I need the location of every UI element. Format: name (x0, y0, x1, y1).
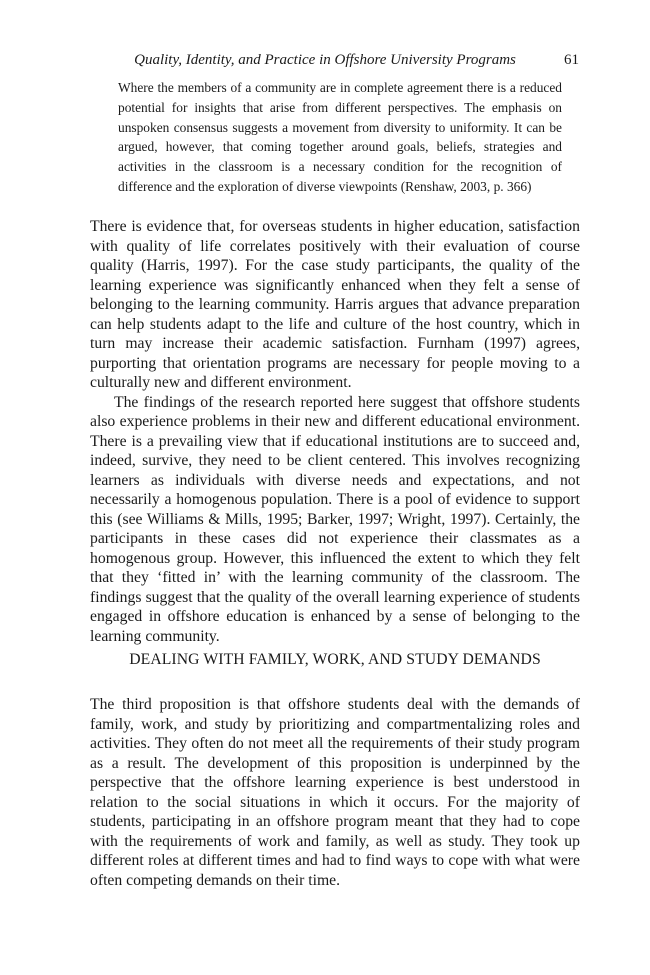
body-section-2 (90, 695, 580, 890)
section-heading: DEALING WITH FAMILY, WORK, AND STUDY DEMANDS (129, 651, 541, 668)
body-paragraph: The third proposition is that offshore students deal with the demands of family, work, and study by prioritizing and compartmentalizing roles and activities. They often do not meet all the requirements of their study program as a result. The development of this proposition is underpinned by the perspective that the offshore learning experience is best understood in relation to the social situations in which it occurs. For the majority of students, participating in an offshore program meant that they had to cope with the requirements of work and family, as well as study. They took up different roles at different times and had to find ways to cope with what were often competing demands on their time. (90, 696, 580, 889)
page-number: 61 (564, 52, 579, 68)
body-paragraph: There is evidence that, for overseas students in higher education, satisfaction with quality of life correlates positively with their evaluation of course quality (Harris, 1997). For the case study participants, the quality of the learning experience was significantly enhanced when they felt a sense of belonging to the learning community. Harris argues that advance preparation can help students adapt to the life and culture of the host country, which in turn may increase their academic satisfaction. Furnham (1997) agrees, purporting that orientation programs are necessary for people moving to a culturally new and different environment. (90, 218, 580, 391)
block-quote: Where the members of a community are in complete agreement there is a reduced potential for insights that arise from different perspectives. The emphasis on unspoken consensus suggests a movement from diversity to uniformity. It can be argued, however, that coming together around goals, beliefs, strategies and activities in the classroom is a necessary condition for the recognition of difference and the exploration of diverse viewpoints (Renshaw, 2003, p. 366) (118, 80, 562, 194)
running-head-title: Quality, Identity, and Practice in Offshore University Programs (134, 52, 516, 68)
body-paragraph: The findings of the research reported here suggest that offshore students also experience problems in their new and different educational environment. There is a prevailing view that if educational institutions are to succeed and, indeed, survive, they need to be client centered. This involves recognizing learners as individuals with diverse needs and expectations, and not necessarily a homogenous population. There is a pool of evidence to support this (see Williams & Mills, 1995; Barker, 1997; Wright, 1997). Certainly, the participants in these cases did not experience their classmates as a homogenous group. However, this influenced the extent to which they felt that they ‘fitted in’ with the learning community of the classroom. The findings suggest that the quality of the overall learning experience of students engaged in offshore education is enhanced by a sense of belonging to the learning community. (90, 393, 580, 645)
body-section-1 (90, 217, 580, 646)
running-head (0, 48, 650, 72)
